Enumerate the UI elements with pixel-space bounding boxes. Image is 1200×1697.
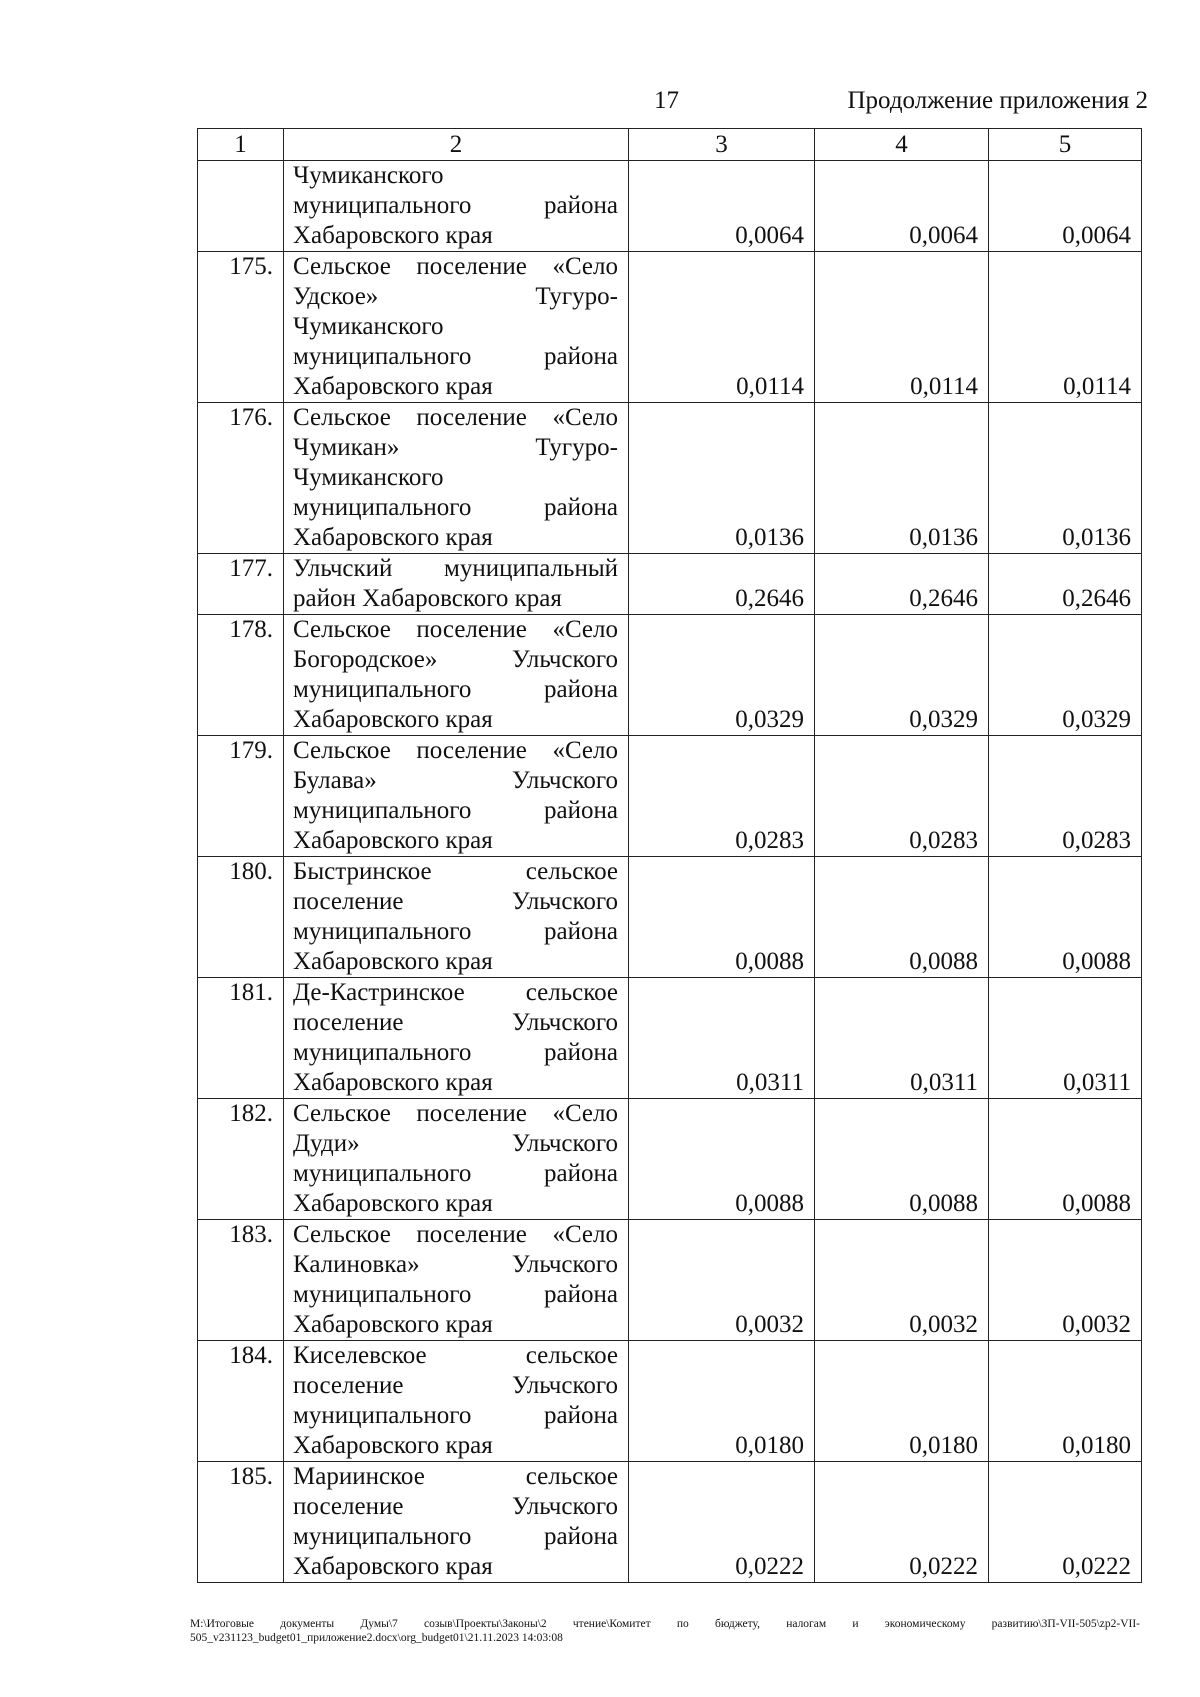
municipality-name-cell (284, 1099, 629, 1220)
municipality-name-cell (284, 1341, 629, 1462)
municipality-name-line: Хабаровского края (293, 827, 493, 854)
municipality-name-line: Хабаровского края (293, 222, 493, 249)
value-cell-col-5: 0,2646 (989, 554, 1142, 615)
value-cell-col-5: 0,0114 (989, 252, 1142, 403)
value-cell-col-4: 0,2646 (815, 554, 989, 615)
value-cell-col-4: 0,0032 (815, 1220, 989, 1341)
column-header-4: 4 (815, 129, 989, 161)
municipality-name-line: Сельское поселение «Село (293, 1221, 618, 1248)
table-row (198, 161, 1142, 252)
municipality-name-line: Киселевское сельское (293, 1342, 618, 1369)
value-cell-col-3: 0,0180 (629, 1341, 815, 1462)
column-header-2: 2 (284, 129, 629, 161)
value-cell-col-3: 0,0222 (629, 1462, 815, 1583)
municipality-name-line: Хабаровского края (293, 1553, 493, 1580)
file-path-footer: М:\Итоговые документы Думы\7 созыв\Проекты\Законы\2 чтение\Комитет по бюджету, налогам и экономическому развитию\ЗП-VII-505\zp2-VII-505_v231123_budget01_приложение2.docx\org_budget01\21.11.2023 14:03:08 (190, 1618, 1140, 1644)
row-number-cell: 183. (198, 1220, 284, 1341)
table-row (198, 403, 1142, 554)
row-number-cell: 179. (198, 736, 284, 857)
value-cell-col-5: 0,0311 (989, 978, 1142, 1099)
value-cell-col-3: 0,0064 (629, 161, 815, 252)
value-cell-col-5: 0,0329 (989, 615, 1142, 736)
municipality-name-line: Чумикан» Тугуро- (293, 434, 618, 461)
municipality-name-line: поселение Ульчского (293, 1372, 618, 1399)
table-row (198, 736, 1142, 857)
page-number: 17 (654, 87, 679, 114)
municipality-name-cell (284, 403, 629, 554)
value-cell-col-3: 0,0329 (629, 615, 815, 736)
table-row (198, 978, 1142, 1099)
municipality-name-line: Дуди» Ульчского (293, 1130, 618, 1157)
municipality-name-line: Хабаровского края (293, 373, 493, 400)
municipality-name-cell (284, 1462, 629, 1583)
row-number-cell: 180. (198, 857, 284, 978)
municipality-name-line: муниципального района (293, 1160, 618, 1187)
municipality-name-line: Богородское» Ульчского (293, 646, 618, 673)
municipality-name-cell (284, 554, 629, 615)
municipality-name-line: Чумиканского (293, 464, 444, 491)
municipality-name-line: Удское» Тугуро- (293, 283, 618, 310)
municipality-name-line: Хабаровского края (293, 1190, 493, 1217)
appendix-continuation-label: Продолжение приложения 2 (847, 87, 1148, 114)
value-cell-col-3: 0,0088 (629, 1099, 815, 1220)
municipality-name-line: район Хабаровского края (293, 585, 562, 612)
value-cell-col-3: 0,0114 (629, 252, 815, 403)
municipality-name-line: Чумиканского (293, 162, 444, 189)
value-cell-col-5: 0,0180 (989, 1341, 1142, 1462)
municipality-name-line: поселение Ульчского (293, 1009, 618, 1036)
municipality-name-cell (284, 736, 629, 857)
municipality-name-line: Сельское поселение «Село (293, 737, 618, 764)
row-number-cell: 175. (198, 252, 284, 403)
municipality-name-line: Калиновка» Ульчского (293, 1251, 618, 1278)
value-cell-col-3: 0,2646 (629, 554, 815, 615)
municipality-name-line: муниципального района (293, 192, 618, 219)
municipality-name-line: Сельское поселение «Село (293, 616, 618, 643)
municipality-name-cell (284, 1220, 629, 1341)
municipality-name-line: муниципального района (293, 343, 618, 370)
municipality-name-line: Де-Кастринское сельское (293, 979, 618, 1006)
value-cell-col-4: 0,0064 (815, 161, 989, 252)
value-cell-col-4: 0,0136 (815, 403, 989, 554)
row-number-cell: 178. (198, 615, 284, 736)
municipality-name-line: Хабаровского края (293, 1069, 493, 1096)
municipality-name-line: Булава» Ульчского (293, 767, 618, 794)
municipality-name-line: Хабаровского края (293, 948, 493, 975)
municipality-name-line: Сельское поселение «Село (293, 404, 618, 431)
row-number-cell (198, 161, 284, 252)
value-cell-col-5: 0,0283 (989, 736, 1142, 857)
municipality-name-line: муниципального района (293, 918, 618, 945)
value-cell-col-5: 0,0088 (989, 1099, 1142, 1220)
table-row (198, 857, 1142, 978)
value-cell-col-4: 0,0283 (815, 736, 989, 857)
value-cell-col-4: 0,0180 (815, 1341, 989, 1462)
row-number-cell: 185. (198, 1462, 284, 1583)
value-cell-col-4: 0,0088 (815, 857, 989, 978)
municipality-name-cell (284, 857, 629, 978)
table-header-row (198, 129, 1142, 161)
table-row (198, 1099, 1142, 1220)
value-cell-col-5: 0,0222 (989, 1462, 1142, 1583)
municipality-name-line: поселение Ульчского (293, 1493, 618, 1520)
municipality-name-line: муниципального района (293, 1281, 618, 1308)
table-body (198, 161, 1142, 1583)
column-header-1: 1 (198, 129, 284, 161)
municipality-name-line: муниципального района (293, 1039, 618, 1066)
row-number-cell: 182. (198, 1099, 284, 1220)
municipality-name-line: муниципального района (293, 676, 618, 703)
value-cell-col-5: 0,0064 (989, 161, 1142, 252)
value-cell-col-5: 0,0032 (989, 1220, 1142, 1341)
value-cell-col-4: 0,0088 (815, 1099, 989, 1220)
value-cell-col-3: 0,0311 (629, 978, 815, 1099)
municipality-name-line: муниципального района (293, 1523, 618, 1550)
municipality-name-line: Хабаровского края (293, 1432, 493, 1459)
municipality-name-line: Мариинское сельское (293, 1463, 618, 1490)
municipality-name-line: Хабаровского края (293, 1311, 493, 1338)
municipality-name-line: Сельское поселение «Село (293, 1100, 618, 1127)
value-cell-col-5: 0,0088 (989, 857, 1142, 978)
value-cell-col-3: 0,0136 (629, 403, 815, 554)
municipality-name-line: Хабаровского края (293, 706, 493, 733)
row-number-cell: 177. (198, 554, 284, 615)
municipality-name-line: Сельское поселение «Село (293, 253, 618, 280)
table-row (198, 1462, 1142, 1583)
value-cell-col-3: 0,0283 (629, 736, 815, 857)
value-cell-col-4: 0,0311 (815, 978, 989, 1099)
value-cell-col-5: 0,0136 (989, 403, 1142, 554)
municipality-name-line: муниципального района (293, 494, 618, 521)
table-row (198, 1220, 1142, 1341)
column-header-3: 3 (629, 129, 815, 161)
municipality-name-line: Ульчский муниципальный (293, 555, 618, 582)
column-header-5: 5 (989, 129, 1142, 161)
value-cell-col-4: 0,0114 (815, 252, 989, 403)
value-cell-col-4: 0,0329 (815, 615, 989, 736)
municipality-name-cell (284, 978, 629, 1099)
value-cell-col-3: 0,0032 (629, 1220, 815, 1341)
municipality-name-line: Хабаровского края (293, 524, 493, 551)
municipality-name-line: Быстринское сельское (293, 858, 618, 885)
table-row (198, 1341, 1142, 1462)
table-row (198, 252, 1142, 403)
municipality-name-line: Чумиканского (293, 313, 444, 340)
municipality-name-line: поселение Ульчского (293, 888, 618, 915)
row-number-cell: 184. (198, 1341, 284, 1462)
municipality-name-line: муниципального района (293, 1402, 618, 1429)
municipality-name-cell (284, 161, 629, 252)
municipality-name-cell (284, 252, 629, 403)
table-row (198, 615, 1142, 736)
table-row (198, 554, 1142, 615)
value-cell-col-4: 0,0222 (815, 1462, 989, 1583)
row-number-cell: 181. (198, 978, 284, 1099)
budget-table (197, 128, 1142, 1583)
value-cell-col-3: 0,0088 (629, 857, 815, 978)
row-number-cell: 176. (198, 403, 284, 554)
municipality-name-line: муниципального района (293, 797, 618, 824)
municipality-name-cell (284, 615, 629, 736)
